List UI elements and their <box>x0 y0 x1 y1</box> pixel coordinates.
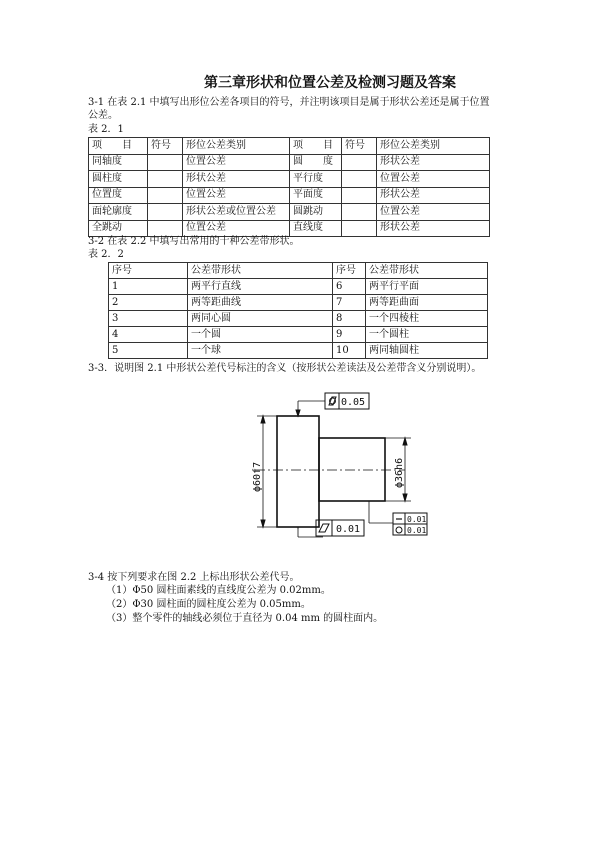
table-cell: 一个圆柱 <box>366 327 488 343</box>
table-cell: 圆 度 <box>290 154 342 171</box>
header-cell: 公差带形状 <box>366 263 488 279</box>
table-2-1 <box>88 137 490 237</box>
table-row <box>109 311 488 327</box>
table-cell: 形状公差 <box>377 187 490 204</box>
table-cell: 8 <box>333 311 366 327</box>
table-cell: 两等距曲面 <box>366 295 488 311</box>
table-cell: 形状公差或位置公差 <box>183 204 290 221</box>
tolerance-value-bottom: 0.01 <box>336 524 361 535</box>
table-row <box>89 204 490 221</box>
small-cylinder <box>319 438 385 501</box>
header-cell: 项 目 <box>290 138 342 155</box>
table-cell: 两平行平面 <box>366 279 488 295</box>
table-cell: 位置公差 <box>377 171 490 188</box>
table-cell: 6 <box>333 279 366 295</box>
table-cell: 7 <box>333 295 366 311</box>
table-cell: 形状公差 <box>377 220 490 237</box>
page-title: 第三章形状和位置公差及检测习题及答案 <box>204 75 456 91</box>
table-cell: 平行度 <box>290 171 342 188</box>
table-2-1-caption: 表 2．1 <box>88 124 124 135</box>
table-cell <box>148 187 183 204</box>
question-3-2-text: 3-2 在表 2.2 中填写出常用的十种公差带形状。 <box>88 236 300 247</box>
table-row <box>109 295 488 311</box>
table-row <box>109 327 488 343</box>
flatness-icon <box>319 524 329 532</box>
table-header-row <box>89 138 490 155</box>
table-cell: 1 <box>109 279 188 295</box>
table-cell: 两等距曲线 <box>188 295 333 311</box>
table-cell: 两同轴圆柱 <box>366 343 488 359</box>
header-cell: 形位公差类别 <box>183 138 290 155</box>
table-cell: 5 <box>109 343 188 359</box>
table-cell: 形状公差 <box>183 171 290 188</box>
table-cell <box>342 187 377 204</box>
table-cell: 一个球 <box>188 343 333 359</box>
list-item: （1）Φ50 圆柱面素线的直线度公差为 0.02mm。 <box>106 585 331 596</box>
table-row <box>89 171 490 188</box>
figure-2-1 <box>205 380 445 558</box>
table-cell: 一个四棱柱 <box>366 311 488 327</box>
question-3-4-text: 3-4 按下列要求在图 2.2 上标出形状公差代号。 <box>88 572 300 583</box>
header-cell: 序号 <box>333 263 366 279</box>
table-row <box>89 154 490 171</box>
table-cell: 位置度 <box>89 187 148 204</box>
table-cell: 两同心圆 <box>188 311 333 327</box>
tolerance-value-right-2: 0.01 <box>407 526 427 535</box>
header-cell: 符号 <box>148 138 183 155</box>
list-item: （3）整个零件的轴线必须位于直径为 0.04 mm 的圆柱面内。 <box>106 613 384 624</box>
table-cell <box>148 171 183 188</box>
tolerance-value-right-1: 0.01 <box>407 515 427 524</box>
table-row <box>89 187 490 204</box>
table-cell: 圆柱度 <box>89 171 148 188</box>
table-cell <box>342 204 377 221</box>
table-2-2-caption: 表 2．2 <box>88 249 124 260</box>
list-item: （2）Φ30 圆柱面的圆柱度公差为 0.05mm。 <box>106 599 311 610</box>
table-row <box>109 343 488 359</box>
table-cell: 位置公差 <box>183 220 290 237</box>
table-cell: 两平行直线 <box>188 279 333 295</box>
table-cell: 9 <box>333 327 366 343</box>
dimension-label-right: ϕ36h6 <box>394 457 405 488</box>
circularity-icon <box>396 527 402 533</box>
table-cell: 位置公差 <box>183 187 290 204</box>
table-cell: 一个圆 <box>188 327 333 343</box>
large-cylinder <box>277 416 319 527</box>
table-cell: 4 <box>109 327 188 343</box>
table-cell <box>148 204 183 221</box>
table-2-2 <box>108 262 488 359</box>
table-cell: 3 <box>109 311 188 327</box>
table-cell: 面轮廓度 <box>89 204 148 221</box>
table-header-row <box>109 263 488 279</box>
dimension-label-left: ϕ60f7 <box>252 461 263 492</box>
header-cell: 公差带形状 <box>188 263 333 279</box>
table-cell: 平面度 <box>290 187 342 204</box>
table-cell: 位置公差 <box>377 204 490 221</box>
table-cell: 位置公差 <box>183 154 290 171</box>
table-cell: 全跳动 <box>89 220 148 237</box>
tolerance-value-top: 0.05 <box>341 397 366 408</box>
table-cell <box>148 154 183 171</box>
table-cell: 直线度 <box>290 220 342 237</box>
question-3-3-text: 3-3．说明图 2.1 中形状公差代号标注的含义（按形状公差读法及公差带含义分别说明）。 <box>88 363 482 374</box>
header-cell: 形位公差类别 <box>377 138 490 155</box>
table-cell <box>342 171 377 188</box>
table-cell <box>342 220 377 237</box>
table-cell: 10 <box>333 343 366 359</box>
table-row <box>109 279 488 295</box>
header-cell: 符号 <box>342 138 377 155</box>
table-cell: 2 <box>109 295 188 311</box>
table-cell <box>342 154 377 171</box>
header-cell: 项 目 <box>89 138 148 155</box>
table-cell: 同轴度 <box>89 154 148 171</box>
table-cell: 形状公差 <box>377 154 490 171</box>
table-cell: 圆跳动 <box>290 204 342 221</box>
question-3-1-text-cont: 公差。 <box>88 110 118 121</box>
question-3-1-text: 3-1 在表 2.1 中填写出形位公差各项目的符号，并注明该项目是属于形状公差还是属于位置 <box>88 97 490 108</box>
header-cell: 序号 <box>109 263 188 279</box>
